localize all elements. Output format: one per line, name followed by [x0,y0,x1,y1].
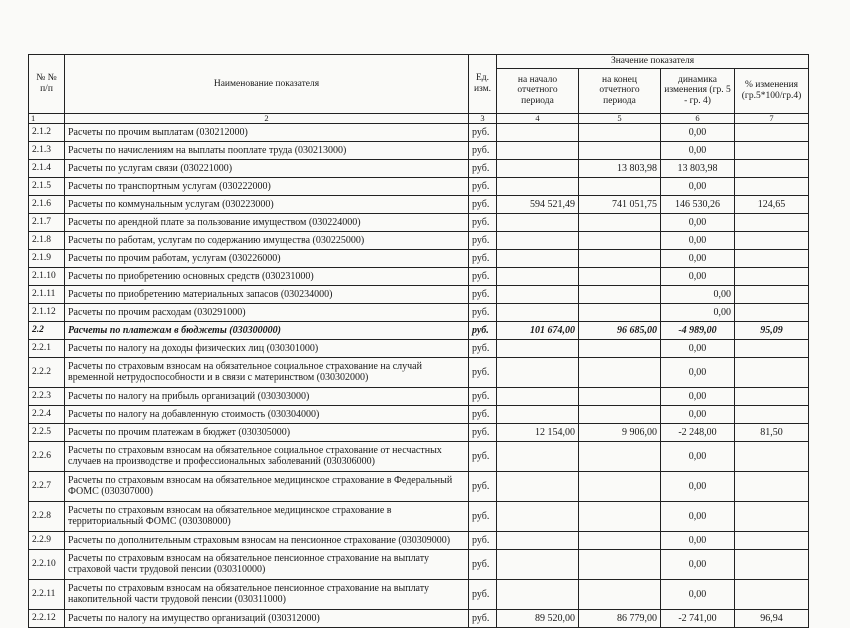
value-dynamics: -2 741,00 [661,609,735,627]
row-number: 2.2.2 [29,357,65,387]
value-dynamics: 0,00 [661,471,735,501]
table-row [29,213,809,231]
value-period-start [497,387,579,405]
unit-cell: руб. [469,195,497,213]
value-percent-change: 81,50 [735,423,809,441]
column-number: 5 [579,113,661,123]
value-period-start [497,159,579,177]
unit-cell: руб. [469,423,497,441]
value-period-end: 9 906,00 [579,423,661,441]
value-period-end [579,387,661,405]
unit-cell: руб. [469,141,497,159]
value-percent-change: 96,94 [735,609,809,627]
value-period-start [497,531,579,549]
value-percent-change [735,405,809,423]
value-period-start [497,177,579,195]
header-period-end: на конец отчетного периода [579,68,661,113]
indicator-name: Расчеты по страховым взносам на обязательное пенсионное страхование на выплату страховой части трудовой пенсии (030310000) [65,549,469,579]
indicator-name: Расчеты по арендной плате за пользование имуществом (030224000) [65,213,469,231]
value-dynamics: 0,00 [661,531,735,549]
table-row [29,471,809,501]
value-period-start [497,339,579,357]
column-number: 7 [735,113,809,123]
row-number: 2.1.3 [29,141,65,159]
row-number: 2.1.2 [29,123,65,141]
value-period-end: 741 051,75 [579,195,661,213]
unit-cell: руб. [469,405,497,423]
row-number: 2.1.9 [29,249,65,267]
indicator-name: Расчеты по приобретению основных средств (030231000) [65,267,469,285]
value-percent-change [735,177,809,195]
indicator-name: Расчеты по прочим платежам в бюджет (030305000) [65,423,469,441]
value-period-end [579,441,661,471]
indicator-name: Расчеты по страховым взносам на обязательное социальное страхование от несчастных случаев на производстве и профессиональных заболеваний (030306000) [65,441,469,471]
indicator-name: Расчеты по налогу на прибыль организаций (030303000) [65,387,469,405]
value-percent-change [735,471,809,501]
value-period-start [497,405,579,423]
column-number: 6 [661,113,735,123]
table-row [29,321,809,339]
value-period-end [579,471,661,501]
table-row [29,249,809,267]
value-period-start [497,123,579,141]
value-dynamics: 0,00 [661,579,735,609]
value-period-end [579,405,661,423]
indicator-name: Расчеты по коммунальным услугам (030223000) [65,195,469,213]
value-percent-change [735,267,809,285]
table-row [29,531,809,549]
value-dynamics: 0,00 [661,387,735,405]
row-number: 2.2.11 [29,579,65,609]
header-unit: Ед. изм. [469,55,497,114]
value-period-end [579,549,661,579]
indicator-name: Расчеты по прочим работам, услугам (030226000) [65,249,469,267]
value-period-start: 594 521,49 [497,195,579,213]
indicator-name: Расчеты по работам, услугам по содержанию имущества (030225000) [65,231,469,249]
value-period-start [497,579,579,609]
unit-cell: руб. [469,471,497,501]
row-number: 2.1.10 [29,267,65,285]
indicator-name: Расчеты по платежам в бюджеты (030300000) [65,321,469,339]
unit-cell: руб. [469,501,497,531]
value-period-start [497,303,579,321]
value-percent-change [735,339,809,357]
row-number: 2.2.5 [29,423,65,441]
value-period-start [497,471,579,501]
value-percent-change [735,387,809,405]
value-percent-change [735,549,809,579]
value-percent-change: 95,09 [735,321,809,339]
indicator-name: Расчеты по страховым взносам на обязательное пенсионное страхование на выплату накопительной части трудовой пенсии (030311000) [65,579,469,609]
value-period-end [579,357,661,387]
unit-cell: руб. [469,387,497,405]
value-period-start [497,285,579,303]
row-number: 2.1.7 [29,213,65,231]
row-number: 2.1.5 [29,177,65,195]
value-period-start [497,249,579,267]
unit-cell: руб. [469,249,497,267]
value-dynamics: 13 803,98 [661,159,735,177]
value-dynamics: 0,00 [661,249,735,267]
unit-cell: руб. [469,231,497,249]
value-percent-change [735,213,809,231]
value-dynamics: 0,00 [661,357,735,387]
table-row [29,285,809,303]
indicator-name: Расчеты по начислениям на выплаты пооплате труда (030213000) [65,141,469,159]
row-number: 2.2.1 [29,339,65,357]
header-value-group: Значение показателя [497,55,809,69]
value-dynamics: 0,00 [661,141,735,159]
indicator-name: Расчеты по налогу на добавленную стоимость (030304000) [65,405,469,423]
value-period-end [579,339,661,357]
value-percent-change [735,285,809,303]
unit-cell: руб. [469,267,497,285]
row-number: 2.2.10 [29,549,65,579]
column-number-row [29,113,809,123]
value-period-end [579,267,661,285]
value-period-start [497,549,579,579]
value-dynamics: -4 989,00 [661,321,735,339]
table-body [29,123,809,627]
value-period-start: 101 674,00 [497,321,579,339]
value-period-end [579,303,661,321]
value-period-end: 13 803,98 [579,159,661,177]
row-number: 2.1.11 [29,285,65,303]
row-number: 2.2.6 [29,441,65,471]
unit-cell: руб. [469,177,497,195]
value-percent-change [735,579,809,609]
value-dynamics: 0,00 [661,339,735,357]
header-percent-change: % изменения (гр.5*100/гр.4) [735,68,809,113]
value-period-start [497,213,579,231]
value-period-start [497,231,579,249]
header-period-start: на начало отчетного периода [497,68,579,113]
unit-cell: руб. [469,609,497,627]
row-number: 2.2.7 [29,471,65,501]
value-period-end [579,123,661,141]
table-row [29,405,809,423]
row-number: 2.1.6 [29,195,65,213]
row-number: 2.1.8 [29,231,65,249]
value-percent-change: 124,65 [735,195,809,213]
table-row [29,423,809,441]
indicator-name: Расчеты по страховым взносам на обязательное социальное страхование на случай временной нетрудоспособности и в связи с материнством (030302000) [65,357,469,387]
indicator-name: Расчеты по прочим выплатам (030212000) [65,123,469,141]
value-period-end [579,213,661,231]
value-period-end: 86 779,00 [579,609,661,627]
value-period-end [579,177,661,195]
unit-cell: руб. [469,441,497,471]
unit-cell: руб. [469,579,497,609]
value-dynamics: 0,00 [661,501,735,531]
table-row [29,339,809,357]
indicators-table [28,54,809,628]
column-number: 3 [469,113,497,123]
value-dynamics: 0,00 [661,177,735,195]
row-number: 2.1.12 [29,303,65,321]
value-period-start: 89 520,00 [497,609,579,627]
unit-cell: руб. [469,339,497,357]
indicator-name: Расчеты по приобретению материальных запасов (030234000) [65,285,469,303]
value-period-start [497,357,579,387]
table-row [29,549,809,579]
value-dynamics: 0,00 [661,213,735,231]
value-percent-change [735,303,809,321]
value-period-end [579,501,661,531]
unit-cell: руб. [469,213,497,231]
value-percent-change [735,357,809,387]
value-dynamics: -2 248,00 [661,423,735,441]
value-period-start [497,441,579,471]
unit-cell: руб. [469,321,497,339]
column-number: 4 [497,113,579,123]
unit-cell: руб. [469,285,497,303]
table-row [29,267,809,285]
value-period-end [579,579,661,609]
value-percent-change [735,501,809,531]
value-period-start [497,267,579,285]
unit-cell: руб. [469,303,497,321]
row-number: 2.2.4 [29,405,65,423]
value-period-start: 12 154,00 [497,423,579,441]
table-row [29,231,809,249]
indicator-name: Расчеты по страховым взносам на обязательное медицинское страхование в Федеральный ФОМС (030307000) [65,471,469,501]
row-number: 2.2 [29,321,65,339]
indicator-name: Расчеты по страховым взносам на обязательное медицинское страхование в территориальный ФОМС (030308000) [65,501,469,531]
table-row [29,357,809,387]
value-percent-change [735,123,809,141]
row-number: 2.2.8 [29,501,65,531]
table-row [29,123,809,141]
value-percent-change [735,249,809,267]
value-percent-change [735,231,809,249]
value-dynamics: 0,00 [661,303,735,321]
value-period-end [579,531,661,549]
value-dynamics: 0,00 [661,549,735,579]
column-number: 1 [29,113,65,123]
table-row [29,609,809,627]
row-number: 2.1.4 [29,159,65,177]
table-row [29,195,809,213]
unit-cell: руб. [469,159,497,177]
indicator-name: Расчеты по налогу на имущество организаций (030312000) [65,609,469,627]
value-period-end: 96 685,00 [579,321,661,339]
header-dynamics: динамика изменения (гр. 5 - гр. 4) [661,68,735,113]
indicator-name: Расчеты по дополнительным страховым взносам на пенсионное страхование (030309000) [65,531,469,549]
value-dynamics: 146 530,26 [661,195,735,213]
value-dynamics: 0,00 [661,123,735,141]
unit-cell: руб. [469,531,497,549]
unit-cell: руб. [469,549,497,579]
table-row [29,141,809,159]
column-number: 2 [65,113,469,123]
table-row [29,177,809,195]
unit-cell: руб. [469,123,497,141]
value-period-end [579,141,661,159]
value-dynamics: 0,00 [661,441,735,471]
value-period-end [579,285,661,303]
table-row [29,387,809,405]
value-percent-change [735,441,809,471]
value-period-start [497,141,579,159]
value-dynamics: 0,00 [661,285,735,303]
table-row [29,579,809,609]
table-row [29,441,809,471]
unit-cell: руб. [469,357,497,387]
row-number: 2.2.3 [29,387,65,405]
indicator-name: Расчеты по транспортным услугам (030222000) [65,177,469,195]
indicator-name: Расчеты по услугам связи (030221000) [65,159,469,177]
value-percent-change [735,141,809,159]
row-number: 2.2.12 [29,609,65,627]
header-row-number: № № п/п [29,55,65,114]
value-dynamics: 0,00 [661,267,735,285]
value-percent-change [735,159,809,177]
value-period-end [579,231,661,249]
header-indicator-name: Наименование показателя [65,55,469,114]
value-dynamics: 0,00 [661,231,735,249]
table-row [29,303,809,321]
value-period-start [497,501,579,531]
value-percent-change [735,531,809,549]
row-number: 2.2.9 [29,531,65,549]
table-row [29,501,809,531]
value-period-end [579,249,661,267]
indicator-name: Расчеты по прочим расходам (030291000) [65,303,469,321]
table-row [29,159,809,177]
value-dynamics: 0,00 [661,405,735,423]
indicator-name: Расчеты по налогу на доходы физических лиц (030301000) [65,339,469,357]
